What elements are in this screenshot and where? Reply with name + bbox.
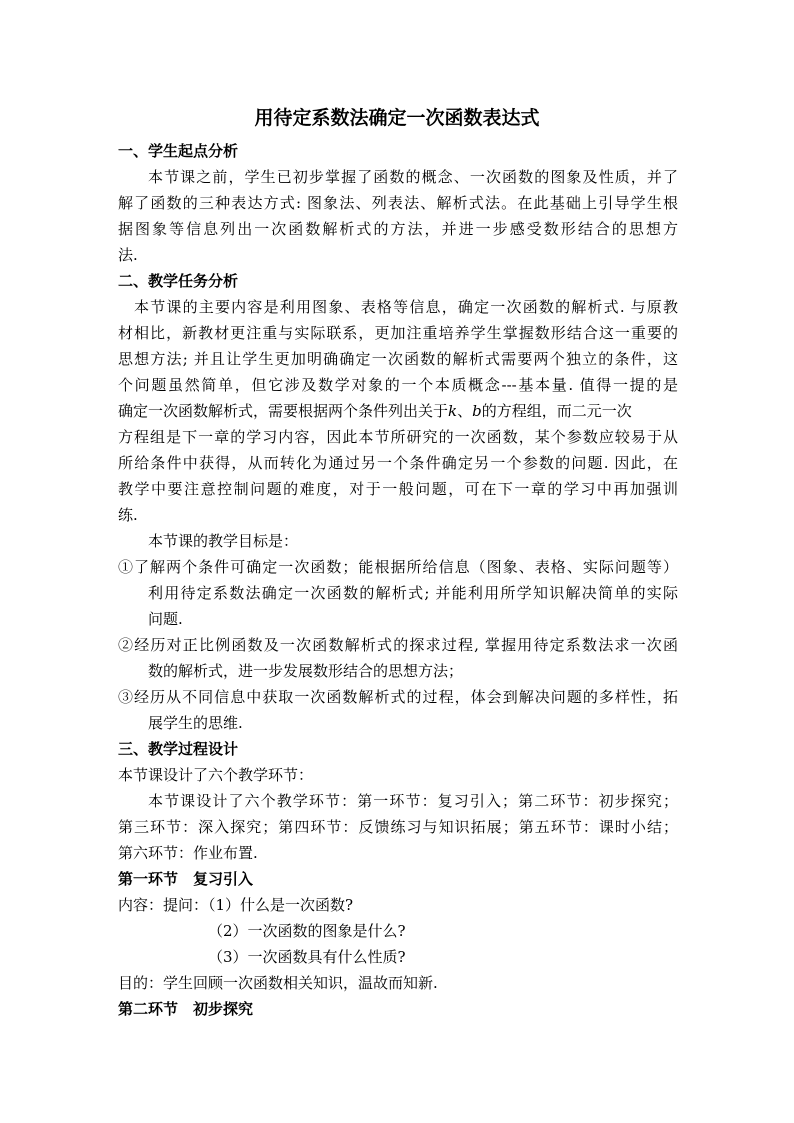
goal-2-line: ②经历对正比例函数及一次函数解析式的探求过程, 掌握用待定系数法求一次函 — [118, 636, 678, 654]
paragraph-line: 本节课的主要内容是利用图象、表格等信息，确定一次函数的解析式. 与原教 — [134, 298, 678, 316]
step-2-heading: 第二环节 初步探究 — [118, 1000, 254, 1018]
paragraph-line: 教学中要注意控制问题的难度，对于一般问题，可在下一章的学习中再加强训 — [118, 480, 678, 498]
step-1-question-2: （2）一次函数的图象是什么? — [208, 922, 406, 940]
step-1-heading: 第一环节 复习引入 — [118, 870, 254, 888]
paragraph-line: 本节课设计了六个教学环节：第一环节：复习引入；第二环节：初步探究； — [148, 792, 678, 810]
step-1-purpose: 目的：学生回顾一次函数相关知识，温故而知新. — [118, 974, 438, 992]
goal-1-line: ①了解两个条件可确定一次函数；能根据所给信息（图象、表格、实际问题等） — [118, 558, 678, 576]
section-heading-task-analysis: 二、教学任务分析 — [118, 272, 239, 290]
paragraph-line: 第三环节：深入探究；第四环节：反馈练习与知识拓展；第五环节：课时小结； — [118, 818, 678, 836]
process-intro: 本节课设计了六个教学环节： — [118, 766, 314, 784]
variable-k: k — [448, 402, 458, 420]
goal-1-line: 问题. — [148, 610, 183, 628]
variable-b: b — [472, 402, 482, 420]
document-title: 用待定系数法确定一次函数表达式 — [254, 107, 540, 129]
paragraph-line: 个问题虽然简单，但它涉及数学对象的一个本质概念---基本量. 值得一提的是 — [118, 376, 678, 394]
separator: 、 — [457, 402, 473, 420]
paragraph-line: 思想方法; 并且让学生更加明确确定一次函数的解析式需要两个独立的条件，这 — [118, 350, 678, 368]
paragraph-line: 练. — [118, 506, 138, 524]
goal-1-line: 利用待定系数法确定一次函数的解析式; 并能利用所学知识解决简单的实际 — [148, 584, 678, 602]
paragraph-text: 确定一次函数解析式，需要根据两个条件列出关于 — [118, 402, 449, 420]
paragraph-line: 方程组是下一章的学习内容，因此本节所研究的一次函数，某个参数应较易于从 — [118, 428, 678, 446]
goal-3-line: 展学生的思维. — [148, 714, 243, 732]
paragraph-line: 解了函数的三种表达方式: 图象法、列表法、解析式法。在此基础上引导学生根 — [118, 194, 678, 212]
paragraph-line: 法. — [118, 246, 138, 264]
goal-3-line: ③经历从不同信息中获取一次函数解析式的过程，体会到解决问题的多样性，拓 — [118, 688, 678, 706]
paragraph-line: 所给条件中获得，从而转化为通过另一个条件确定另一个参数的问题. 因此，在 — [118, 454, 678, 472]
paragraph-line: 第六环节：作业布置. — [118, 844, 258, 862]
paragraph-line: 材相比，新教材更注重与实际联系，更加注重培养学生掌握数形结合这一重要的 — [118, 324, 678, 342]
paragraph-text: 的方程组，而二元一次 — [481, 402, 632, 420]
goals-intro: 本节课的教学目标是： — [148, 532, 299, 550]
section-heading-process-design: 三、教学过程设计 — [118, 740, 239, 758]
section-heading-student-analysis: 一、学生起点分析 — [118, 142, 239, 160]
step-1-question-3: （3）一次函数具有什么性质? — [208, 948, 406, 966]
paragraph-line: 据图象等信息列出一次函数解析式的方法，并进一步感受数形结合的思想方 — [118, 220, 678, 238]
step-1-content: 内容：提问：（1）什么是一次函数? — [118, 896, 354, 914]
paragraph-line-with-variables — [118, 400, 678, 422]
goal-2-line: 数的解析式，进一步发展数形结合的思想方法； — [148, 662, 464, 680]
paragraph-line: 本节课之前，学生已初步掌握了函数的概念、一次函数的图象及性质，并了 — [148, 168, 678, 186]
